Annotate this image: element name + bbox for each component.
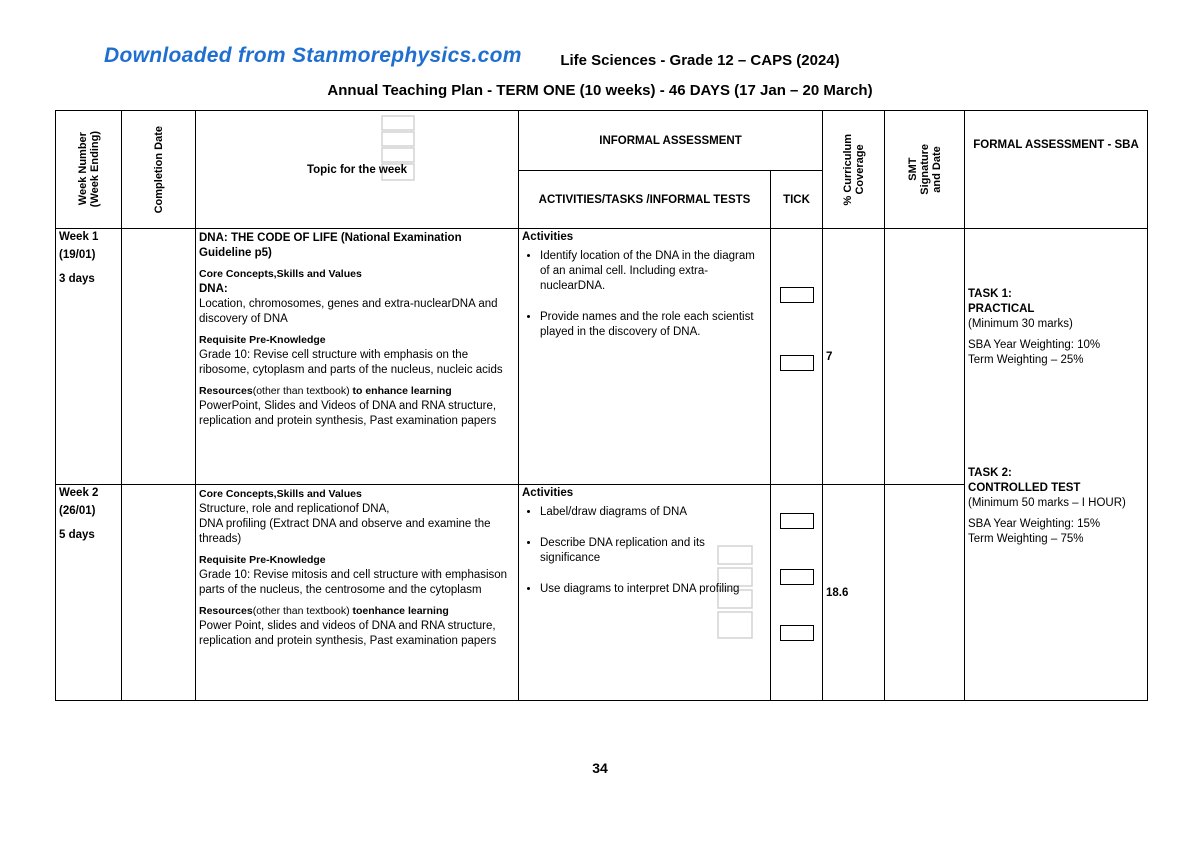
watermark-text: Downloaded from Stanmorephysics.com: [104, 44, 522, 67]
activities-cell: Activities • Identify location of the DNA in the diagram of an animal cell. Including extra-nuclearDNA. • Provide names and the role each scientist played in the discovery of DNA.: [519, 229, 771, 485]
list-item: • Provide names and the role each scientist played in the discovery of DNA.: [540, 310, 767, 340]
page-number: 34: [592, 760, 608, 776]
tower-watermark-icon: [714, 542, 756, 642]
tick-checkbox[interactable]: [780, 625, 814, 641]
coverage-cell: 18.6: [823, 485, 885, 701]
table-row-week-1: [56, 229, 1148, 485]
header-week: Week Number (Week Ending): [56, 111, 122, 229]
header-curriculum-coverage: % Curriculum Coverage: [823, 111, 885, 229]
tick-checkbox[interactable]: [780, 355, 814, 371]
list-item: • Describe DNA replication and its significance: [540, 536, 767, 566]
smt-signature-cell[interactable]: [885, 485, 965, 701]
header-formal-assessment: FORMAL ASSESSMENT - SBA: [965, 111, 1148, 229]
formal-assessment-cell: TASK 1: PRACTICAL (Minimum 30 marks) SBA Year Weighting: 10% Term Weighting – 25% TASK 2: CONTROLLED TEST (Minimum 50 marks – I HOUR) SBA Year Weighting: 15% Term Weighting – 75%: [965, 229, 1148, 701]
list-item: • Identify location of the DNA in the diagram of an animal cell. Including extra-nuclearDNA.: [540, 249, 767, 294]
completion-date-cell[interactable]: [122, 229, 196, 485]
tower-watermark-icon: [378, 112, 418, 184]
tick-cell: [771, 229, 823, 485]
week-cell: Week 1 (19/01) 3 days: [56, 229, 122, 485]
teaching-plan-table: [55, 110, 1148, 701]
tick-checkbox[interactable]: [780, 569, 814, 585]
document-title: Life Sciences - Grade 12 – CAPS (2024): [560, 52, 840, 69]
smt-signature-cell[interactable]: [885, 229, 965, 485]
document-subtitle: Annual Teaching Plan - TERM ONE (10 weeks) - 46 DAYS (17 Jan – 20 March): [327, 82, 873, 99]
coverage-cell: 7: [823, 229, 885, 485]
activities-cell: Activities • Label/draw diagrams of DNA • Describe DNA replication and its significance • Use diagrams to interpret DNA profiling: [519, 485, 771, 701]
completion-date-cell[interactable]: [122, 485, 196, 701]
tick-checkbox[interactable]: [780, 513, 814, 529]
list-item: • Use diagrams to interpret DNA profiling: [540, 582, 767, 597]
week-cell: Week 2 (26/01) 5 days: [56, 485, 122, 701]
topic-cell: DNA: THE CODE OF LIFE (National Examination Guideline p5) Core Concepts,Skills and Values DNA: Location, chromosomes, genes and extra-nuclearDNA and discovery of DNA Requisite Pre-Knowledge Grade 10: Revise cell structure with emphasis on the ribosome, cytoplasm and parts of the nucleus, nucleic acids Resources(other than textbook) to enhance learning PowerPoint, Slides and Videos of DNA and RNA structure, replication and protein synthesis, Past examination papers: [196, 229, 519, 485]
header-topic: Topic for the week: [196, 111, 519, 229]
header-activities: ACTIVITIES/TASKS /INFORMAL TESTS: [519, 171, 771, 229]
header-smt-signature: SMT Signature and Date: [885, 111, 965, 229]
tick-cell: [771, 485, 823, 701]
tick-checkbox[interactable]: [780, 287, 814, 303]
header-informal-assessment: INFORMAL ASSESSMENT: [519, 111, 823, 171]
topic-cell: Core Concepts,Skills and Values Structure, role and replicationof DNA, DNA profiling (Extract DNA and observe and examine the threads) Requisite Pre-Knowledge Grade 10: Revise mitosis and cell structure with emphasison parts of the nucleus, the centrosome and the cytoplasm Resources(other than textbook) toenhance learning Power Point, slides and videos of DNA and RNA structure, replication and protein synthesis, Past examination papers: [196, 485, 519, 701]
header-completion-date: Completion Date: [122, 111, 196, 229]
list-item: • Label/draw diagrams of DNA: [540, 505, 767, 520]
header-tick: TICK: [771, 171, 823, 229]
